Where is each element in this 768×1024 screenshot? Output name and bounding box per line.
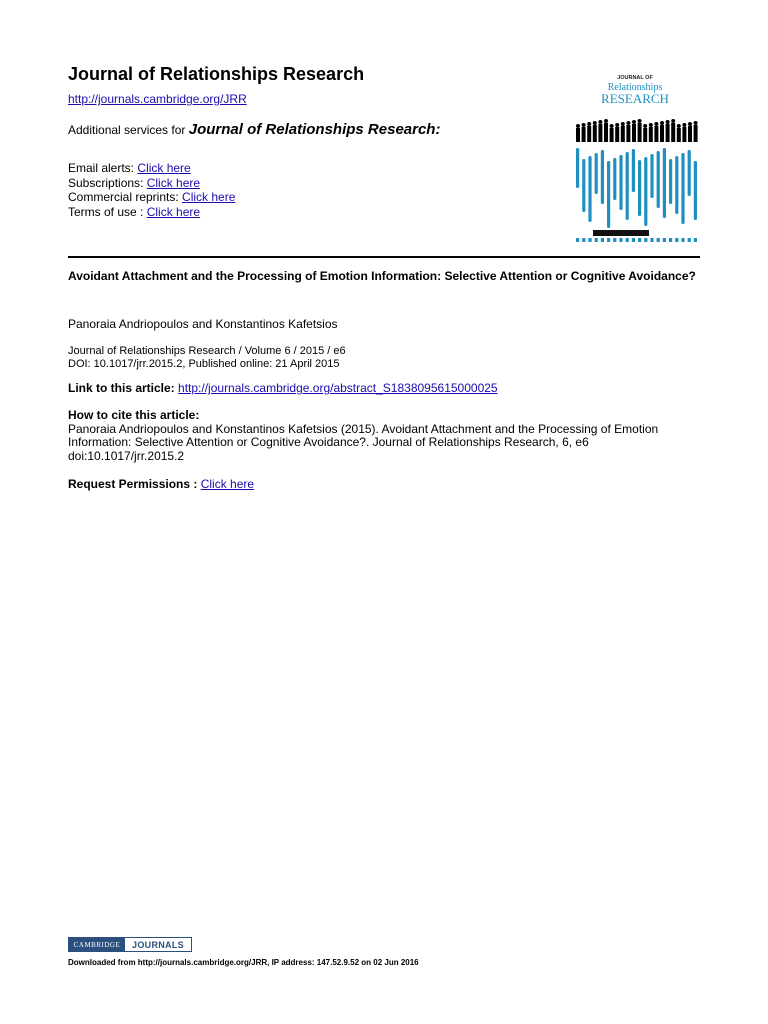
cover-silhouettes [576,119,698,142]
silhouette-body [576,128,580,142]
silhouette-body [582,127,586,142]
permissions-label: Request Permissions : [68,477,198,491]
cover-bar [694,161,697,220]
cover-bar [675,156,678,214]
cover-title-line1: Relationships [607,82,663,93]
silhouette-body [632,124,636,142]
cover-dash [576,238,579,242]
service-label: Subscriptions: [68,175,144,190]
cover-bar [601,150,604,204]
cover-dash [657,238,660,242]
commercial-reprints-row [68,190,235,205]
silhouette-head [621,122,625,126]
commercial-reprints-link[interactable]: Click here [182,190,236,204]
cover-bar [582,159,585,212]
silhouette-head [677,124,681,128]
silhouette-head [632,120,636,124]
silhouette-head [688,122,692,126]
article-authors: Panoraia Andriopoulos and Konstantinos Kafetsios [68,317,338,331]
article-title: Avoidant Attachment and the Processing of Emotion Information: Selective Attention or Cognitive Avoidance? [68,269,696,283]
silhouette-head [610,124,614,128]
cover-dash [582,238,585,242]
cover-bar [657,151,660,208]
services-journal-name: Journal of Relationships Research: [188,121,441,138]
cover-bar [607,161,610,228]
silhouette-body [660,125,664,142]
cover-dash [626,238,629,242]
journal-source: Journal of Relationships Research / Volume 6 / 2015 / e6 [68,345,346,357]
silhouette-body [688,126,692,142]
silhouette-body [677,128,681,142]
silhouette-head [638,119,642,123]
additional-services-line [68,121,440,138]
services-prefix: Additional services for [68,123,186,137]
cover-dash [650,238,653,242]
silhouette-body [604,123,608,142]
silhouette-body [654,126,658,142]
silhouette-body [621,126,625,142]
silhouette-body [626,125,630,142]
cover-bar [619,155,622,210]
silhouette-body [649,127,653,142]
silhouette-body [598,124,602,142]
citation-meta [68,345,346,371]
cover-bar [669,159,672,204]
cover-dash [669,238,672,242]
cover-bar [595,153,598,194]
silhouette-body [682,127,686,142]
cover-dash [619,238,622,242]
cover-bar [588,156,591,222]
cover-bar [688,150,691,196]
email-alerts-link[interactable]: Click here [137,161,191,175]
cover-bar [638,160,641,216]
article-link-label: Link to this article: [68,381,175,395]
cover-dash [613,238,616,242]
cover-dash [607,238,610,242]
silhouette-head [654,122,658,126]
cover-bar [663,148,666,218]
silhouette-head [666,120,670,124]
cover-bar [613,158,616,200]
article-link-line [68,381,498,395]
cover-dash [588,238,591,242]
terms-of-use-row [68,205,235,220]
cover-bar [650,154,653,198]
cover-dash [681,238,684,242]
silhouette-body [666,124,670,142]
logo-right: JOURNALS [125,938,191,951]
cover-title-line2: RESEARCH [601,91,669,106]
cover-bar [632,149,635,192]
cover-black-band [593,230,649,236]
subscriptions-link[interactable]: Click here [146,175,201,190]
email-alerts-row [68,161,235,176]
doi-line: DOI: 10.1017/jrr.2015.2, Published online: 21 April 2015 [68,358,340,370]
silhouette-head [643,124,647,128]
cover-dash [663,238,666,242]
journal-url-link[interactable]: http://journals.cambridge.org/JRR [68,92,247,106]
silhouette-head [694,121,698,125]
header-divider [68,256,700,258]
cambridge-journals-logo [68,937,192,952]
terms-of-use-link[interactable]: Click here [146,204,201,219]
article-link[interactable]: http://journals.cambridge.org/abstract_S1838095615000025 [178,381,498,395]
cover-dash [595,238,598,242]
silhouette-head [593,121,597,125]
cover-bar [626,152,629,220]
permissions-link[interactable]: Click here [200,477,255,491]
cover-bar [644,157,647,226]
silhouette-head [671,119,675,123]
service-label: Email alerts: [68,161,135,175]
cite-text: Panoraia Andriopoulos and Konstantinos Kafetsios (2015). Avoidant Attachment and the Processing of Emotion Information: Selective Attention or Cognitive Avoidance?. Journal of Relationships Research, 6, e6 doi:10.1017/jrr.2015.2 [68,421,659,463]
silhouette-head [626,121,630,125]
silhouette-body [638,123,642,142]
cover-dash [688,238,691,242]
silhouette-body [671,123,675,142]
service-label: Terms of use : [68,204,144,219]
silhouette-body [643,128,647,142]
silhouette-head [649,123,653,127]
service-links [68,161,235,219]
silhouette-head [598,120,602,124]
journal-title: Journal of Relationships Research [68,64,365,84]
cover-dash [675,238,678,242]
silhouette-body [615,127,619,142]
subscriptions-row [68,176,235,191]
silhouette-head [604,119,608,123]
silhouette-head [615,123,619,127]
silhouette-body [593,125,597,142]
cover-kicker: JOURNAL OF [617,75,653,81]
how-to-cite-block [68,409,700,463]
silhouette-body [587,126,591,142]
request-permissions-line [68,477,254,491]
service-label: Commercial reprints: [68,190,179,204]
cover-bar [576,148,579,188]
cover-dash [601,238,604,242]
cover-dash [638,238,641,242]
silhouette-head [682,123,686,127]
cover-dash [644,238,647,242]
silhouette-head [582,123,586,127]
silhouette-body [694,125,698,142]
silhouette-head [576,124,580,128]
silhouette-body [610,128,614,142]
logo-left: CAMBRIDGE [69,938,125,951]
silhouette-head [587,122,591,126]
cite-heading: How to cite this article: [68,408,200,422]
journal-cover-image [573,70,701,246]
cover-dash [694,238,697,242]
download-notice: Downloaded from http://journals.cambridge.org/JRR, IP address: 147.52.9.52 on 02 Jun 2016 [68,958,419,967]
cover-dash [632,238,635,242]
silhouette-head [660,121,664,125]
cover-bar-pattern [576,148,697,242]
cover-bar [681,153,684,224]
